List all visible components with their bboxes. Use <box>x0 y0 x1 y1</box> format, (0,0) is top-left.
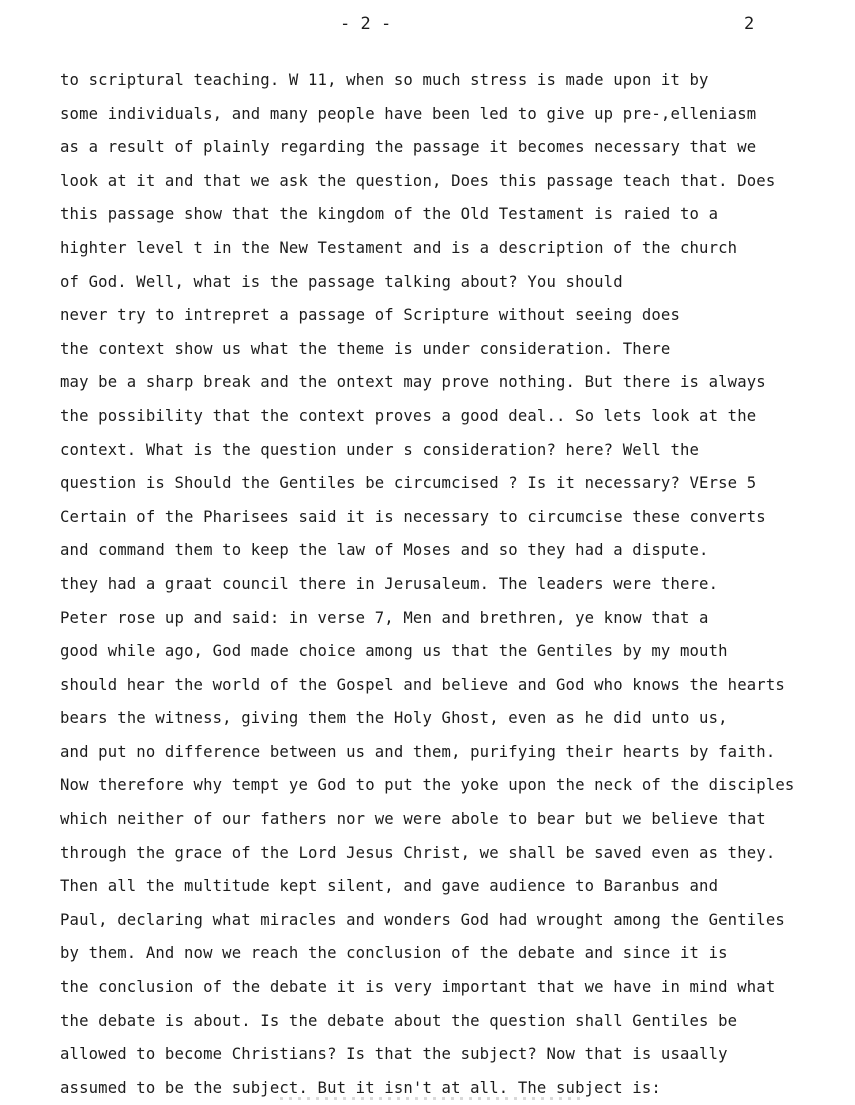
text-line: bears the witness, giving them the Holy Ghost, even as he did unto us, <box>60 709 728 728</box>
text-line: of God. Well, what is the passage talking about? You should <box>60 272 623 291</box>
scan-artifact <box>280 1097 580 1100</box>
text-line: some individuals, and many people have been led to give up pre-,elleniasm <box>60 104 757 123</box>
text-line: question is Should the Gentiles be circumcised ? Is it necessary? VErse 5 <box>60 474 757 493</box>
text-line: by them. And now we reach the conclusion of the debate and since it is <box>60 944 728 963</box>
text-line: the possibility that the context proves a good deal.. So lets look at the <box>60 406 757 425</box>
text-line: to scriptural teaching. W 11, when so much stress is made upon it by <box>60 71 709 89</box>
text-line: the debate is about. Is the debate about the question shall Gentiles be <box>60 1011 738 1030</box>
text-line: good while ago, God made choice among us that the Gentiles by my mouth <box>60 642 728 661</box>
page-number-right: 2 <box>744 14 755 34</box>
text-line: the conclusion of the debate it is very important that we have in mind what <box>60 978 776 997</box>
text-line: Peter rose up and said: in verse 7, Men and brethren, ye know that a <box>60 608 709 627</box>
text-line: assumed to be the subject. But it isn't at all. The subject is: <box>60 1078 661 1097</box>
text-line: context. What is the question under s consideration? here? Well the <box>60 440 700 459</box>
page-number-center: - 2 - <box>340 14 392 34</box>
text-line: as a result of plainly regarding the passage it becomes necessary that we <box>60 138 757 157</box>
text-line: the context show us what the theme is under consideration. There <box>60 339 671 358</box>
text-line: may be a sharp break and the ontext may prove nothing. But there is always <box>60 373 766 392</box>
document-body <box>60 64 850 1105</box>
text-line: never try to intrepret a passage of Scripture without seeing does <box>60 306 680 325</box>
text-line: should hear the world of the Gospel and believe and God who knows the hearts <box>60 675 785 694</box>
text-line: Now therefore why tempt ye God to put the yoke upon the neck of the disciples <box>60 776 795 795</box>
text-line: Then all the multitude kept silent, and gave audience to Baranbus and <box>60 877 719 896</box>
text-line: through the grace of the Lord Jesus Christ, we shall be saved even as they. <box>60 843 776 862</box>
text-line: which neither of our fathers nor we were abole to bear but we believe that <box>60 810 766 829</box>
text-line: they had a graat council there in Jerusaleum. The leaders were there. <box>60 574 719 593</box>
text-line: Certain of the Pharisees said it is necessary to circumcise these converts <box>60 507 766 526</box>
text-line: Paul, declaring what miracles and wonders God had wrought among the Gentiles <box>60 910 785 929</box>
text-line: and put no difference between us and them, purifying their hearts by faith. <box>60 742 776 761</box>
text-line: look at it and that we ask the question, Does this passage teach that. Does <box>60 171 776 190</box>
text-line: and command them to keep the law of Moses and so they had a dispute. <box>60 541 709 560</box>
text-line: this passage show that the kingdom of the Old Testament is raied to a <box>60 205 719 224</box>
text-line: allowed to become Christians? Is that the subject? Now that is usaally <box>60 1045 728 1064</box>
text-line: highter level t in the New Testament and is a description of the church <box>60 238 738 257</box>
